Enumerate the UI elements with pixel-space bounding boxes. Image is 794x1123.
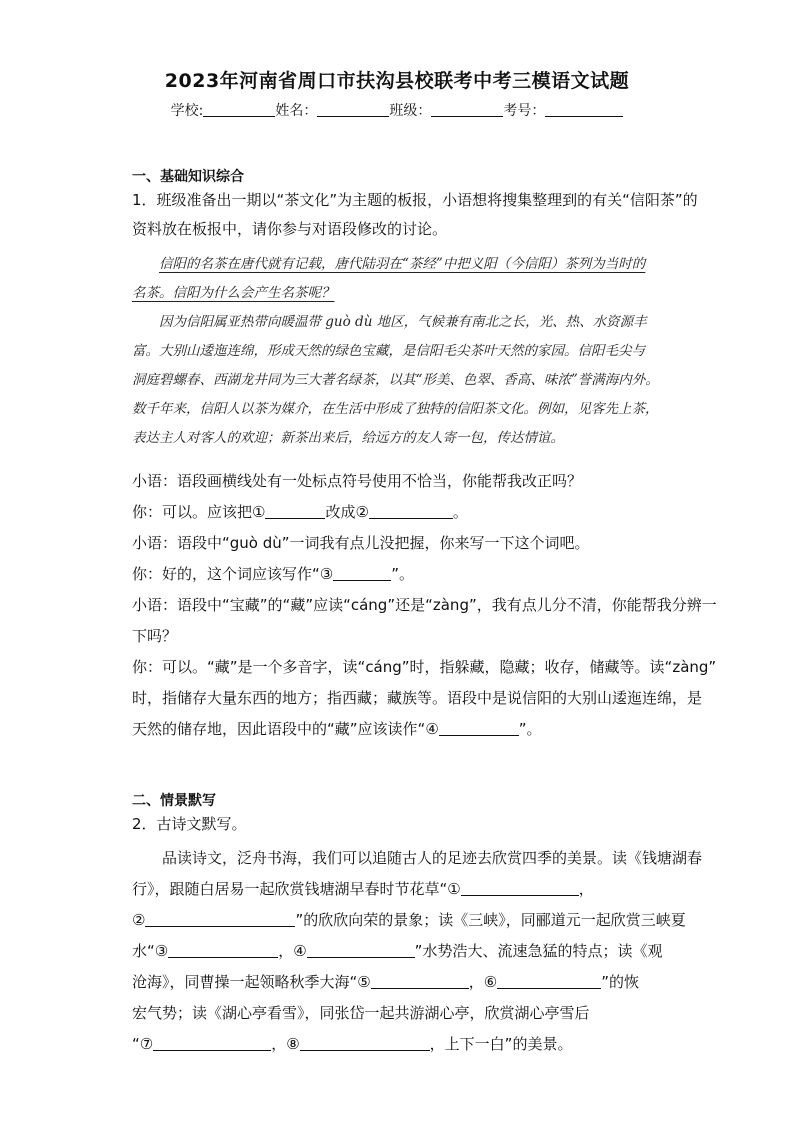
passage-line-5: 洞庭碧螺春、西湖龙井同为三大著名绿茶，以其“形美、色翠、香高、味浓”誉满海内外。 [132,372,659,388]
poetry-7a: “⑦ [132,1035,154,1053]
poetry-3b: ”的欣欣向荣的景象；读《三峡》，同郦道元一起欣赏三峡夏 [295,911,686,929]
poem-blank-3[interactable] [168,943,278,958]
dialog-line-5b: 下吗？ [132,627,178,645]
poem-blank-6[interactable] [497,974,601,989]
answer-blank-3[interactable] [333,566,391,581]
poetry-2a: 行》，跟随白居易一起欣赏钱塘湖早春时节花草“① [132,880,461,898]
dialog-line-4 [132,559,662,590]
poem-blank-2[interactable] [145,912,295,927]
name-blank[interactable] [317,102,389,117]
name-label: 姓名： [275,103,318,119]
poetry-line-6: 宏气势；读《湖心亭看雪》，同张岱一起共游湖心亭，欣赏湖心亭雪后 [132,1004,590,1022]
dialog-2a: 你：可以。应该把① [132,503,266,521]
dialog-line-6b: 时，指储存大量东西的地方；指西藏；藏族等。语段中是说信阳的大别山逶迤连绵，是 [132,689,703,707]
poem-blank-4[interactable] [307,943,415,958]
poetry-line-5 [132,967,662,998]
school-label: 学校: [170,103,204,119]
dialog-4a: 你：好的，这个词应该写作“③ [132,565,334,583]
dialog-2c: 。 [452,503,468,521]
poem-blank-7[interactable] [153,1036,271,1051]
page-title: 2023年河南省周口市扶沟县校联考中考三模语文试题 [164,70,630,92]
poetry-4c: ”水势浩大、流速急猛的特点；读《观 [414,942,663,960]
dialog-line-3: 小语：语段中“guò dù”一词我有点儿没把握，你来写一下这个词吧。 [132,534,590,552]
poem-blank-1[interactable] [461,881,579,896]
passage-line-7: 表达主人对客人的欢迎；新茶出来后，给远方的友人寄一包，传达情谊。 [132,430,564,446]
tea-passage [132,250,662,453]
poetry-5c: ”的恢 [601,973,639,991]
poem-blank-5[interactable] [371,974,469,989]
poetry-line-1: 品读诗文，泛舟书海，我们可以追随古人的足迹去欣赏四季的美景。读《钱塘湖春 [162,849,703,867]
passage-line-1: 信阳的名茶在唐代就有记载，唐代陆羽在“茶经”中把义阳（今信阳）茶列为当时的 [159,256,646,272]
poetry-line-7 [132,1029,662,1060]
dialog-line-6a: 你：可以。“藏”是一个多音字，读“cáng”时，指躲藏，隐藏；收存，储藏等。读“zàng” [132,658,717,676]
dialog-2b: 改成② [325,503,369,521]
poetry-5b: ，⑥ [468,973,498,991]
poetry-block [132,843,703,1060]
dialog-4b: ”。 [391,565,415,583]
poetry-7b: ，⑧ [271,1035,300,1053]
answer-blank-2[interactable] [369,504,453,519]
poetry-4b: ，④ [278,942,307,960]
poetry-line-3 [132,905,686,936]
school-blank[interactable] [203,102,275,117]
poetry-2b: ， [578,880,594,898]
dialog-6c1: 天然的储存地，因此语段中的“藏”应该读作“④ [132,720,439,738]
answer-blank-1[interactable] [265,504,325,519]
class-blank[interactable] [431,102,503,117]
poetry-line-2 [132,874,662,905]
exam-no-label: 考号： [503,103,546,119]
dialog-line-5a: 小语：语段中“宝藏”的“藏”应读“cáng”还是“zàng”，我有点儿分不清，你能帮我分辨一 [132,596,717,614]
question-2-prompt: 2．古诗文默写。 [132,815,247,833]
passage-line-2: 名茶。信阳为什么会产生名茶呢？ [132,285,335,301]
dialog-line-6c [132,714,662,745]
dialog-block [132,466,717,745]
poetry-5a: 沧海》，同曹操一起领略秋季大海“⑤ [132,973,371,991]
poetry-4a: 水“③ [132,942,169,960]
poetry-3a: ② [132,911,146,929]
poetry-line-4 [132,936,662,967]
poem-blank-8[interactable] [300,1036,430,1051]
passage-line-3: 因为信阳属亚热带向暖温带 guò dù 地区，气候兼有南北之长，光、热、水资源丰 [159,314,647,330]
student-info-line [0,100,794,120]
q1-line-2: 资料放在板报中，请你参与对语段修改的讨论。 [132,220,448,238]
exam-no-blank[interactable] [545,102,623,117]
passage-line-6: 数千年来，信阳人以茶为媒介，在生活中形成了独特的信阳茶文化。例如，见客先上茶， [132,401,659,417]
answer-blank-4[interactable] [439,721,519,736]
section-heading-2: 二、情景默写 [132,793,216,809]
section-heading-1: 一、基础知识综合 [132,169,244,185]
poetry-7c: ，上下一白”的美景。 [429,1035,573,1053]
dialog-line-1: 小语：语段画横线处有一处标点符号使用不恰当，你能帮我改正吗？ [132,472,583,490]
passage-line-4: 富。大别山逶迤连绵，形成天然的绿色宝藏，是信阳毛尖茶叶天然的家园。信阳毛尖与 [132,343,645,359]
dialog-6c2: ”。 [518,720,542,738]
class-label: 班级： [389,103,432,119]
q1-line-1: 1．班级准备出一期以“茶文化”为主题的板报，小语想将搜集整理到的有关“信阳茶”的 [132,191,698,209]
dialog-line-2 [132,497,662,528]
question-1-prompt [132,186,698,244]
